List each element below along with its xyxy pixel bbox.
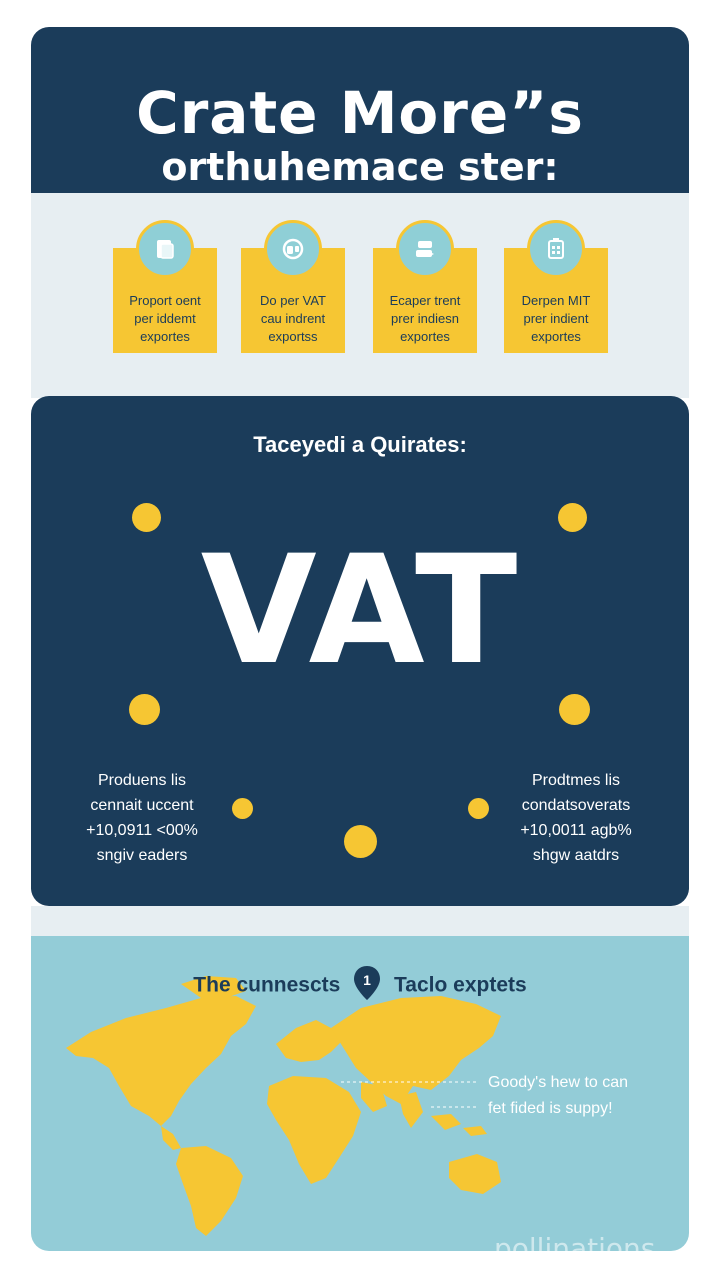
feature-card-2: [241, 248, 345, 353]
decor-dot: [468, 798, 489, 819]
left-stat: Produens lis cennait uccent +10,0911 <00% sngiv eaders: [86, 772, 198, 864]
decor-dot: [232, 798, 253, 819]
exchange-icon: [396, 220, 454, 278]
feature-card-1: [113, 248, 217, 353]
map-panel: [31, 936, 689, 1251]
feature-text: Derpen MIT prer indient exportes: [521, 293, 591, 344]
section-divider: [31, 906, 689, 936]
right-stat: Prodtmes lis condatsoverats +10,0011 agb% shgw aatdrs: [520, 772, 632, 864]
decor-dot: [344, 825, 377, 858]
decor-dot: [559, 694, 590, 725]
calculator-icon: [527, 220, 585, 278]
vat-panel: [31, 396, 689, 906]
document-icon: [136, 220, 194, 278]
vat-heading: Taceyedi a Quirates:: [253, 432, 467, 457]
watermark: pollinations: [494, 1232, 656, 1265]
header-banner: [31, 27, 689, 193]
headset-icon: [264, 220, 322, 278]
decor-dot: [132, 503, 161, 532]
decor-dot: [129, 694, 160, 725]
map-title: [31, 964, 689, 1008]
map-note: Goody's hew to can fet fided is suppy!: [488, 1074, 629, 1117]
decor-dot: [558, 503, 587, 532]
vat-big-text: VAT: [200, 524, 520, 698]
page-subtitle: orthuhemace ster:: [161, 145, 559, 189]
feature-text: Ecaper trent prer indiesn exportes: [389, 293, 461, 344]
feature-band: [31, 193, 689, 398]
feature-text: Proport oent per iddemt exportes: [129, 293, 201, 344]
map-title-right: Taclo exptets: [394, 973, 527, 997]
feature-card-3: [373, 248, 477, 353]
map-pin-icon: [352, 964, 382, 1008]
feature-card-4: [504, 248, 608, 353]
map-title-left: The cunnescts: [193, 973, 341, 997]
page-title: Crate More”s: [136, 79, 584, 147]
feature-text: Do per VAT cau indrent exportss: [260, 293, 326, 344]
svg-text:1: 1: [363, 972, 372, 988]
